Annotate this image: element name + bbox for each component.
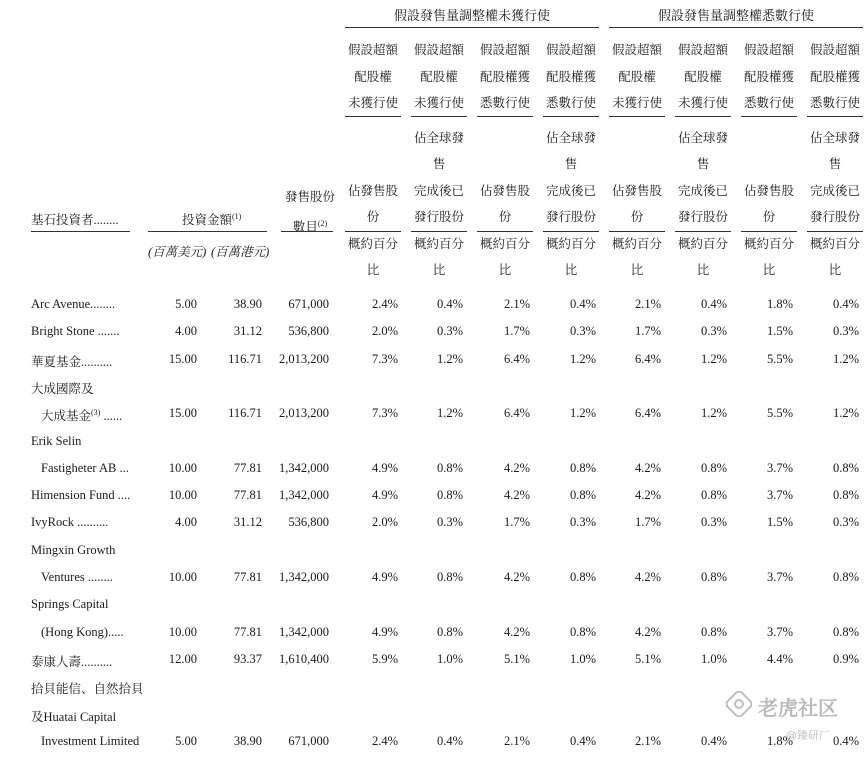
percentage-cell: 0.8%	[832, 460, 859, 475]
investment-usd-cell: 15.00	[168, 406, 197, 421]
percentage-cell: 0.3%	[569, 324, 596, 339]
sub-header-bottom-rule	[411, 231, 467, 232]
sub-header-top-rule	[477, 116, 533, 117]
investment-hkd-cell: 31.12	[233, 324, 262, 339]
investor-name	[41, 461, 129, 476]
percentage-cell: 0.3%	[436, 324, 463, 339]
sub-header-top-4	[543, 37, 599, 117]
sub-header-bottom-line: 發行股份	[545, 210, 596, 224]
investment-usd-cell: 10.00	[168, 570, 197, 584]
sub-header-bottom-line: 佔發售股份	[347, 183, 398, 224]
sub-header-bottom-line: 概約百分比	[809, 236, 860, 277]
investor-name-text: IvyRock ..........	[31, 515, 109, 530]
percentage-cell: 0.3%	[832, 515, 859, 530]
investment-hkd-cell: 31.12	[233, 515, 262, 530]
percentage-cell: 4.2%	[634, 488, 661, 503]
sub-header-top-line: 配股權獲	[743, 69, 794, 84]
sub-header-bottom-6	[675, 125, 731, 284]
percentage-cell: 1.7%	[503, 324, 530, 339]
percentage-cell: 4.9%	[371, 624, 398, 639]
percentage-cell: 5.5%	[766, 406, 793, 421]
sub-header-bottom-line: 佔發售股份	[479, 183, 530, 224]
investor-name-leader: ......	[100, 409, 123, 424]
percentage-cell: 3.7%	[766, 570, 793, 584]
sub-header-bottom-rule	[543, 231, 599, 232]
percentage-cell: 1.5%	[766, 515, 793, 530]
percentage-cell: 6.4%	[503, 406, 530, 421]
percentage-cell: 0.9%	[832, 651, 859, 666]
sub-header-top-3	[477, 37, 533, 117]
sub-header-bottom-2	[411, 125, 467, 284]
sub-header-top-line: 假設超額	[809, 43, 860, 57]
shares-header-rule	[281, 231, 333, 232]
percentage-cell: 0.8%	[832, 624, 859, 639]
percentage-cell: 0.8%	[700, 460, 727, 475]
sub-header-bottom-8	[807, 125, 863, 284]
investor-name	[41, 570, 113, 585]
group-header-fully-exercised: 假設發售量調整權悉數行使	[657, 8, 814, 23]
sub-header-top-8	[807, 37, 863, 117]
sub-header-bottom-rule	[477, 231, 533, 232]
percentage-cell: 1.7%	[634, 324, 661, 339]
percentage-cell: 7.3%	[371, 406, 398, 421]
percentage-cell: 1.0%	[569, 651, 596, 666]
percentage-cell: 2.0%	[371, 515, 398, 530]
percentage-cell: 0.8%	[700, 488, 727, 503]
sub-header-bottom-line: 發行股份	[677, 210, 728, 224]
investment-usd-cell: 10.00	[168, 488, 197, 503]
sub-header-bottom-rule	[345, 231, 401, 232]
sub-header-top-line: 假設超額	[545, 43, 596, 57]
sub-header-top-line: 配股權	[420, 69, 458, 84]
sub-header-top-rule	[675, 116, 731, 117]
group-rule-fully-exercised	[609, 27, 863, 28]
percentage-cell: 0.8%	[436, 460, 463, 475]
percentage-cell: 4.2%	[503, 570, 530, 584]
investment-hkd-cell: 93.37	[233, 651, 262, 666]
sub-header-bottom-line: 概約百分比	[413, 236, 464, 277]
percentage-cell: 0.4%	[832, 733, 859, 748]
percentage-cell: 0.8%	[436, 570, 463, 584]
investor-name	[41, 406, 122, 424]
investor-name	[31, 707, 116, 725]
shares-cell: 2,013,200	[279, 351, 329, 366]
sub-header-top-6	[675, 37, 731, 117]
sub-header-top-5	[609, 37, 665, 117]
investor-name	[31, 597, 108, 612]
sub-header-bottom-line: 佔全球發售	[545, 130, 596, 171]
percentage-cell: 6.4%	[503, 351, 530, 366]
percentage-cell: 4.2%	[634, 624, 661, 639]
watermark-brand: 老虎社区	[758, 696, 838, 720]
sub-header-top-line: 配股權獲	[545, 69, 596, 84]
investment-hkd-cell: 116.71	[228, 351, 262, 366]
sub-header-bottom-line: 佔全球發售	[809, 130, 860, 171]
percentage-cell: 1.2%	[569, 406, 596, 421]
sub-header-top-rule	[411, 116, 467, 117]
investor-name-text: 及Huatai Capital	[31, 709, 117, 724]
percentage-cell: 1.2%	[436, 406, 463, 421]
sub-header-top-line: 悉數行使	[743, 96, 794, 110]
investor-name	[41, 625, 124, 640]
percentage-cell: 6.4%	[634, 351, 661, 366]
investor-name-text: Bright Stone .......	[31, 324, 120, 339]
sub-header-bottom-line: 佔全球發售	[413, 130, 464, 171]
sub-header-top-line: 配股權	[618, 69, 656, 84]
percentage-cell: 3.7%	[766, 624, 793, 639]
sub-header-bottom-line: 佔全球發售	[677, 130, 728, 171]
investment-hkd-cell: 77.81	[233, 570, 262, 584]
percentage-cell: 2.1%	[634, 733, 661, 748]
sub-header-top-rule	[741, 116, 797, 117]
investor-column-header: 基石投資者........	[31, 213, 119, 227]
percentage-cell: 0.8%	[436, 624, 463, 639]
sub-header-top-2	[411, 37, 467, 117]
percentage-cell: 1.8%	[766, 733, 793, 748]
investor-name	[31, 543, 115, 558]
percentage-cell: 0.3%	[569, 515, 596, 530]
investor-name	[31, 488, 130, 503]
sub-header-top-line: 配股權獲	[809, 69, 860, 84]
percentage-cell: 4.2%	[503, 488, 530, 503]
percentage-cell: 5.9%	[371, 651, 398, 666]
sub-header-top-line: 悉數行使	[545, 96, 596, 110]
investor-name-text: Himension Fund ....	[31, 488, 131, 503]
percentage-cell: 2.4%	[371, 297, 398, 311]
sub-header-top-rule	[345, 116, 401, 117]
sub-header-bottom-rule	[675, 231, 731, 232]
percentage-cell: 0.4%	[700, 297, 727, 311]
sub-header-top-line: 未獲行使	[611, 96, 662, 110]
shares-cell: 1,342,000	[279, 570, 329, 584]
percentage-cell: 0.4%	[569, 733, 596, 748]
investment-hkd-cell: 38.90	[233, 733, 262, 748]
investor-name-text: 泰康人壽..........	[31, 654, 113, 669]
sub-header-top-line: 假設超額	[611, 43, 662, 57]
sub-header-bottom-line: 佔發售股份	[611, 183, 662, 224]
sub-header-top-line: 未獲行使	[677, 96, 728, 110]
investment-hkd-cell: 116.71	[228, 406, 262, 421]
investment-usd-cell: 5.00	[175, 733, 197, 748]
percentage-cell: 0.4%	[569, 297, 596, 311]
percentage-cell: 0.3%	[832, 324, 859, 339]
percentage-cell: 4.9%	[371, 570, 398, 584]
percentage-cell: 1.5%	[766, 324, 793, 339]
sub-header-bottom-line: 完成後已	[413, 183, 464, 198]
percentage-cell: 3.7%	[766, 488, 793, 503]
unit-usd: (百萬美元)	[148, 245, 207, 259]
investment-usd-cell: 10.00	[168, 624, 197, 639]
percentage-cell: 2.1%	[634, 297, 661, 311]
sub-header-bottom-line: 佔發售股份	[743, 183, 794, 224]
percentage-cell: 1.2%	[700, 351, 727, 366]
percentage-cell: 7.3%	[371, 351, 398, 366]
sub-header-top-line: 配股權獲	[479, 69, 530, 84]
percentage-cell: 4.2%	[634, 570, 661, 584]
percentage-cell: 3.7%	[766, 460, 793, 475]
sub-header-top-line: 未獲行使	[347, 96, 398, 110]
investment-usd-cell: 10.00	[168, 460, 197, 475]
group-header-not-exercised: 假設發售量調整權未獲行使	[393, 8, 550, 23]
sub-header-top-rule	[609, 116, 665, 117]
investment-usd-cell: 5.00	[175, 297, 197, 311]
shares-cell: 1,342,000	[279, 460, 329, 475]
investor-name	[31, 324, 120, 339]
percentage-cell: 0.8%	[569, 570, 596, 584]
investment-hkd-cell: 38.90	[233, 297, 262, 311]
sub-header-bottom-line: 概約百分比	[479, 236, 530, 277]
investor-name-text: (Hong Kong).....	[41, 624, 124, 639]
percentage-cell: 1.2%	[569, 351, 596, 366]
sub-header-bottom-line: 概約百分比	[347, 236, 398, 277]
percentage-cell: 2.4%	[371, 733, 398, 748]
percentage-cell: 4.4%	[766, 651, 793, 666]
sub-header-bottom-rule	[609, 231, 665, 232]
sub-header-bottom-line: 完成後已	[809, 183, 860, 198]
shares-cell: 671,000	[288, 297, 329, 311]
percentage-cell: 1.7%	[503, 515, 530, 530]
percentage-cell: 0.3%	[436, 515, 463, 530]
tiger-logo-icon	[726, 691, 752, 717]
sub-header-top-line: 假設超額	[479, 43, 530, 57]
investment-usd-cell: 15.00	[168, 351, 197, 366]
sub-header-bottom-4	[543, 125, 599, 284]
shares-header-note: (2)	[317, 218, 328, 228]
sub-header-bottom-rule	[741, 231, 797, 232]
percentage-cell: 1.2%	[436, 351, 463, 366]
shares-header-line1: 發售股份	[285, 190, 336, 204]
sub-header-top-line: 假設超額	[743, 43, 794, 57]
percentage-cell: 0.8%	[569, 460, 596, 475]
percentage-cell: 1.2%	[832, 406, 859, 421]
investor-name-text: 華夏基金..........	[31, 354, 113, 369]
investor-name-text: Mingxin Growth	[31, 542, 116, 557]
sub-header-top-rule	[807, 116, 863, 117]
sub-header-top-7	[741, 37, 797, 117]
percentage-cell: 0.4%	[700, 733, 727, 748]
investor-name	[31, 515, 108, 530]
sub-header-top-rule	[543, 116, 599, 117]
sub-header-top-line: 假設超額	[677, 43, 728, 57]
investment-hkd-cell: 77.81	[233, 460, 262, 475]
investor-name-text: 大成基金	[41, 409, 92, 424]
investor-name-text: Arc Avenue........	[31, 297, 116, 311]
percentage-cell: 0.8%	[832, 570, 859, 584]
shares-cell: 536,800	[288, 515, 329, 530]
percentage-cell: 5.5%	[766, 351, 793, 366]
percentage-cell: 0.8%	[569, 624, 596, 639]
percentage-cell: 0.3%	[700, 515, 727, 530]
sub-header-top-line: 假設超額	[347, 43, 398, 57]
investor-header-rule	[31, 231, 130, 232]
percentage-cell: 4.2%	[503, 460, 530, 475]
percentage-cell: 2.0%	[371, 324, 398, 339]
investor-name-text: 大成國際及	[31, 381, 94, 396]
investment-hkd-cell: 77.81	[233, 624, 262, 639]
investor-name	[31, 379, 94, 397]
sub-header-top-1	[345, 37, 401, 117]
percentage-cell: 6.4%	[634, 406, 661, 421]
investment-amount-header	[182, 210, 241, 228]
percentage-cell: 0.8%	[569, 488, 596, 503]
sub-header-bottom-line: 完成後已	[545, 183, 596, 198]
percentage-cell: 1.0%	[436, 651, 463, 666]
percentage-cell: 0.8%	[436, 488, 463, 503]
percentage-cell: 0.4%	[832, 297, 859, 311]
percentage-cell: 0.3%	[700, 324, 727, 339]
sub-header-top-line: 配股權	[354, 69, 392, 84]
sub-header-top-line: 假設超額	[413, 43, 464, 57]
investor-name-text: Fastigheter AB ...	[41, 460, 129, 475]
investor-note: (3)	[91, 408, 101, 418]
investment-amount-note: (1)	[232, 211, 242, 221]
group-rule-not-exercised	[345, 27, 599, 28]
shares-cell: 671,000	[288, 733, 329, 748]
percentage-cell: 1.2%	[832, 351, 859, 366]
investor-name	[31, 434, 81, 449]
shares-cell: 1,610,400	[279, 651, 329, 666]
percentage-cell: 1.7%	[634, 515, 661, 530]
unit-hkd: (百萬港元)	[211, 245, 270, 259]
investor-name	[41, 734, 139, 749]
investment-amount-label: 投資金額	[182, 213, 233, 227]
sub-header-top-line: 悉數行使	[809, 96, 860, 110]
percentage-cell: 2.1%	[503, 733, 530, 748]
sub-header-top-line: 悉數行使	[479, 96, 530, 110]
shares-cell: 2,013,200	[279, 406, 329, 421]
investor-name	[31, 352, 112, 370]
investment-usd-cell: 4.00	[175, 515, 197, 530]
investment-usd-cell: 12.00	[168, 651, 197, 666]
percentage-cell: 4.9%	[371, 488, 398, 503]
percentage-cell: 0.4%	[436, 297, 463, 311]
percentage-cell: 1.2%	[700, 406, 727, 421]
investment-usd-cell: 4.00	[175, 324, 197, 339]
percentage-cell: 4.2%	[503, 624, 530, 639]
investor-name-text: Investment Limited	[41, 733, 140, 748]
investor-name-text: Springs Capital	[31, 597, 109, 612]
percentage-cell: 4.2%	[634, 460, 661, 475]
sub-header-bottom-line: 概約百分比	[743, 236, 794, 277]
percentage-cell: 2.1%	[503, 297, 530, 311]
percentage-cell: 5.1%	[634, 651, 661, 666]
sub-header-bottom-line: 概約百分比	[611, 236, 662, 277]
percentage-cell: 0.4%	[436, 733, 463, 748]
percentage-cell: 1.8%	[766, 297, 793, 311]
sub-header-bottom-rule	[807, 231, 863, 232]
sub-header-bottom-line: 發行股份	[809, 210, 860, 224]
percentage-cell: 0.8%	[700, 570, 727, 584]
watermark-handle: @臻研厂	[786, 729, 830, 742]
percentage-cell: 5.1%	[503, 651, 530, 666]
shares-cell: 1,342,000	[279, 488, 329, 503]
sub-header-bottom-line: 發行股份	[413, 210, 464, 224]
percentage-cell: 1.0%	[700, 651, 727, 666]
investor-name	[31, 679, 144, 697]
shares-cell: 1,342,000	[279, 624, 329, 639]
investor-name	[31, 297, 115, 312]
percentage-cell: 0.8%	[832, 488, 859, 503]
sub-header-bottom-line: 概約百分比	[677, 236, 728, 277]
investment-hkd-cell: 77.81	[233, 488, 262, 503]
sub-header-top-line: 未獲行使	[413, 96, 464, 110]
shares-cell: 536,800	[288, 324, 329, 339]
investment-header-rule	[148, 231, 267, 232]
investor-name	[31, 652, 112, 670]
investor-name-text: 拾貝能信、自然拾貝	[31, 682, 144, 697]
sub-header-bottom-line: 完成後已	[677, 183, 728, 198]
investor-name-text: Erik Selin	[31, 433, 82, 448]
investor-name-text: Ventures ........	[41, 570, 113, 584]
shares-header-line2: 數目	[292, 219, 318, 234]
sub-header-top-line: 配股權	[684, 69, 722, 84]
percentage-cell: 4.9%	[371, 460, 398, 475]
percentage-cell: 0.8%	[700, 624, 727, 639]
sub-header-bottom-line: 概約百分比	[545, 236, 596, 277]
